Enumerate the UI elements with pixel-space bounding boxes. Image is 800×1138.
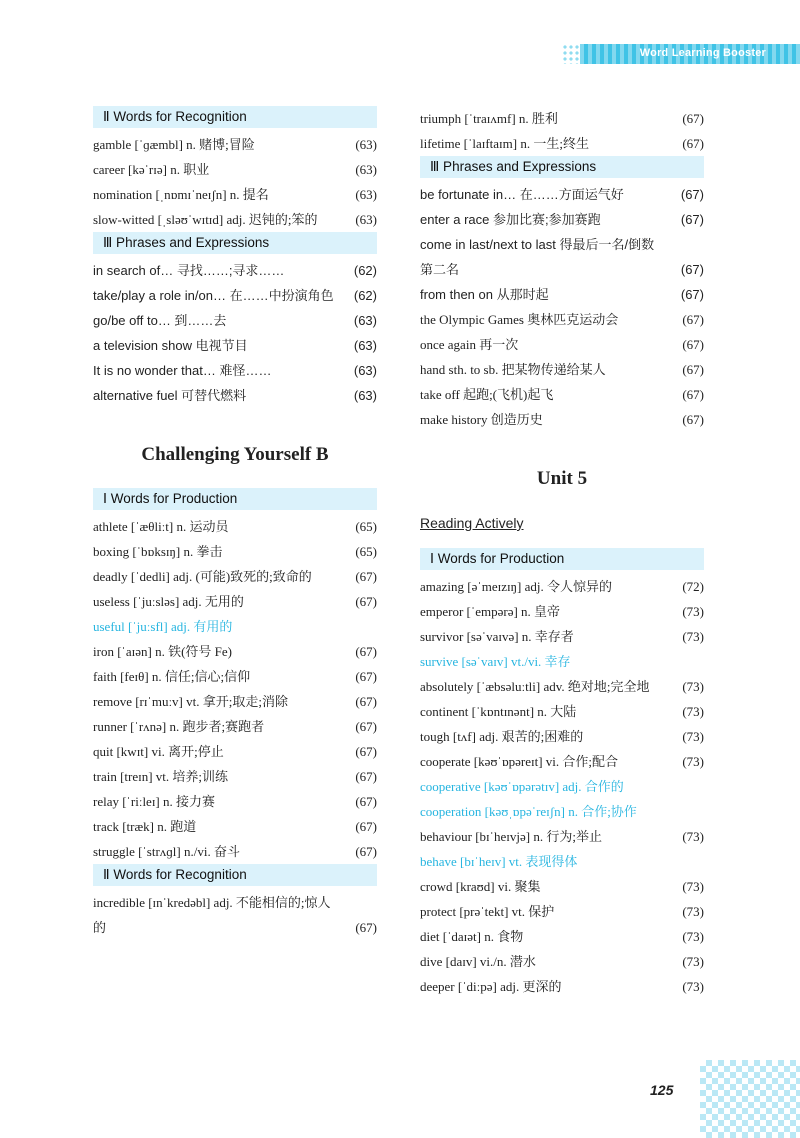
section-heading: Ⅰ Words for Production	[420, 548, 704, 570]
vocab-entry	[420, 357, 704, 382]
vocab-entry	[93, 283, 377, 308]
vocab-entry	[420, 624, 704, 649]
vocab-entry	[93, 664, 377, 689]
left-column	[93, 106, 377, 940]
entry-text: It is no wonder that… 难怪……	[93, 363, 272, 378]
page-reference: (65)	[355, 544, 377, 559]
entry-text: in search of… 寻找……;寻求……	[93, 263, 285, 278]
page-reference: (72)	[682, 579, 704, 594]
entry-text: alternative fuel 可替代燃料	[93, 388, 247, 403]
page-reference: (73)	[682, 604, 704, 619]
vocab-entry	[420, 106, 704, 131]
vocab-entry	[420, 824, 704, 849]
page-reference: (73)	[682, 679, 704, 694]
vocab-entry	[420, 799, 704, 824]
entry-text: crowd [kraʊd] vi. 聚集	[420, 879, 541, 894]
page-reference: (67)	[682, 362, 704, 377]
vocab-entry	[420, 182, 704, 207]
page-reference: (67)	[355, 569, 377, 584]
entry-text: struggle [ˈstrʌɡl] n./vi. 奋斗	[93, 844, 240, 859]
page-reference: (73)	[682, 754, 704, 769]
entry-text: emperor [ˈempərə] n. 皇帝	[420, 604, 561, 619]
page-reference: (67)	[355, 769, 377, 784]
page-reference: (67)	[355, 669, 377, 684]
vocab-entry	[420, 382, 704, 407]
vocab-entry	[420, 699, 704, 724]
chapter-title: Unit 5	[536, 468, 588, 489]
page-reference: (63)	[355, 137, 377, 152]
entry-text: cooperation [kəʊˌɒpəˈreɪʃn] n. 合作;协作	[420, 804, 637, 819]
entry-text: make history 创造历史	[420, 412, 543, 427]
entry-text: protect [prəˈtekt] vt. 保护	[420, 904, 555, 919]
vocab-entry	[420, 899, 704, 924]
entry-text: survive [səˈvaɪv] vt./vi. 幸存	[420, 654, 571, 669]
page-reference: (67)	[355, 719, 377, 734]
vocab-entry	[93, 514, 377, 539]
banner-title: Word Learning Booster	[639, 47, 766, 59]
entry-text: career [kəˈrɪə] n. 职业	[93, 162, 210, 177]
page-reference: (67)	[682, 312, 704, 327]
entry-text: deadly [ˈdedli] adj. (可能)致死的;致命的	[93, 569, 312, 584]
entry-text: come in last/next to last 得最后一名/倒数第二名	[420, 237, 655, 277]
entry-text: hand sth. to sb. 把某物传递给某人	[420, 362, 606, 377]
entry-text: useless [ˈjuːsləs] adj. 无用的	[93, 594, 244, 609]
page-reference: (67)	[682, 337, 704, 352]
entry-text: absolutely [ˈæbsəluːtli] adv. 绝对地;完全地	[420, 679, 650, 694]
vocab-entry	[420, 924, 704, 949]
entry-text: be fortunate in… 在……方面运气好	[420, 187, 624, 202]
page-reference: (73)	[682, 829, 704, 844]
page-reference: (67)	[680, 212, 704, 227]
page-reference: (67)	[355, 594, 377, 609]
page-reference: (67)	[355, 694, 377, 709]
page-number: 125	[650, 1082, 674, 1098]
entry-text: triumph [ˈtraɪʌmf] n. 胜利	[420, 111, 558, 126]
page-reference: (73)	[682, 879, 704, 894]
vocab-entry	[93, 814, 377, 839]
chapter-title: Challenging Yourself B	[141, 444, 329, 465]
entry-text: survivor [səˈvaɪvə] n. 幸存者	[420, 629, 574, 644]
entry-text: relay [ˈriːleɪ] n. 接力赛	[93, 794, 216, 809]
vocab-entry	[420, 207, 704, 232]
vocab-entry	[93, 207, 377, 232]
entry-text: from then on 从那时起	[420, 287, 549, 302]
vocab-entry	[93, 739, 377, 764]
vocab-entry	[420, 949, 704, 974]
page-reference: (73)	[682, 729, 704, 744]
page-reference: (63)	[353, 338, 377, 353]
page-reference: (63)	[355, 212, 377, 227]
vocab-entry	[420, 407, 704, 432]
entry-text: boxing [ˈbɒksɪŋ] n. 拳击	[93, 544, 223, 559]
subsection-title: Reading Actively	[420, 515, 524, 531]
page-reference: (65)	[355, 519, 377, 534]
page-reference: (73)	[682, 704, 704, 719]
vocab-entry	[420, 649, 704, 674]
vocab-entry	[420, 131, 704, 156]
vocab-entry	[93, 689, 377, 714]
page-reference: (67)	[680, 287, 704, 302]
page-reference: (67)	[355, 744, 377, 759]
entry-text: runner [ˈrʌnə] n. 跑步者;赛跑者	[93, 719, 265, 734]
entry-text: tough [tʌf] adj. 艰苦的;困难的	[420, 729, 584, 744]
vocab-entry	[420, 232, 704, 282]
entry-text: slow-witted [ˌsləʊˈwɪtɪd] adj. 迟钝的;笨的	[93, 212, 318, 227]
vocab-entry	[420, 849, 704, 874]
entry-text: the Olympic Games 奥林匹克运动会	[420, 312, 619, 327]
page-reference: (62)	[353, 263, 377, 278]
entry-text: athlete [ˈæθliːt] n. 运动员	[93, 519, 229, 534]
right-column	[420, 106, 704, 999]
entry-text: useful [ˈjuːsfl] adj. 有用的	[93, 619, 233, 634]
vocab-entry	[420, 974, 704, 999]
entry-text: faith [feɪθ] n. 信任;信心;信仰	[93, 669, 251, 684]
vocab-entry	[93, 182, 377, 207]
vocab-entry	[420, 282, 704, 307]
vocab-entry	[93, 383, 377, 408]
vocab-entry	[420, 599, 704, 624]
entry-text: once again 再一次	[420, 337, 519, 352]
page-reference: (73)	[682, 954, 704, 969]
entry-text: remove [rɪˈmuːv] vt. 拿开;取走;消除	[93, 694, 288, 709]
page-reference: (67)	[682, 412, 704, 427]
entry-text: enter a race 参加比赛;参加赛跑	[420, 212, 601, 227]
entry-text: continent [ˈkɒntɪnənt] n. 大陆	[420, 704, 577, 719]
vocab-entry	[93, 614, 377, 639]
entry-text: a television show 电视节目	[93, 338, 248, 353]
vocab-entry	[93, 589, 377, 614]
vocab-entry	[93, 333, 377, 358]
entry-text: cooperate [kəʊˈɒpəreɪt] vi. 合作;配合	[420, 754, 619, 769]
page-reference: (67)	[355, 794, 377, 809]
page-reference: (67)	[355, 920, 377, 935]
entry-text: incredible [ɪnˈkredəbl] adj. 不能相信的;惊人的	[93, 895, 331, 935]
vocab-entry	[93, 157, 377, 182]
entry-text: diet [ˈdaɪət] n. 食物	[420, 929, 524, 944]
vocab-entry	[420, 674, 704, 699]
section-heading: Ⅲ Phrases and Expressions	[93, 232, 377, 254]
vocab-entry	[420, 307, 704, 332]
vocab-entry	[93, 564, 377, 589]
page-reference: (73)	[682, 904, 704, 919]
entry-text: behaviour [bɪˈheɪvjə] n. 行为;举止	[420, 829, 602, 844]
corner-pattern-decoration	[700, 1060, 800, 1138]
page-reference: (67)	[682, 387, 704, 402]
vocab-entry	[420, 749, 704, 774]
vocab-entry	[93, 764, 377, 789]
vocab-entry	[93, 714, 377, 739]
entry-text: track [træk] n. 跑道	[93, 819, 197, 834]
entry-text: deeper [ˈdiːpə] adj. 更深的	[420, 979, 562, 994]
vocab-entry	[93, 890, 377, 940]
page-reference: (63)	[353, 363, 377, 378]
page-reference: (73)	[682, 929, 704, 944]
vocab-entry	[93, 789, 377, 814]
entry-text: go/be off to… 到……去	[93, 313, 227, 328]
page-reference: (67)	[680, 187, 704, 202]
page-reference: (67)	[682, 111, 704, 126]
vocab-entry	[93, 132, 377, 157]
vocab-entry	[93, 358, 377, 383]
page-reference: (63)	[353, 313, 377, 328]
entry-text: amazing [əˈmeɪzɪŋ] adj. 令人惊异的	[420, 579, 612, 594]
vocab-entry	[420, 774, 704, 799]
page-reference: (73)	[682, 629, 704, 644]
page-reference: (67)	[682, 136, 704, 151]
vocab-entry	[420, 332, 704, 357]
page-reference: (73)	[682, 979, 704, 994]
header-banner	[580, 44, 800, 64]
entry-text: gamble [ˈɡæmbl] n. 赌博;冒险	[93, 137, 255, 152]
page-reference: (63)	[355, 162, 377, 177]
page-reference: (67)	[355, 844, 377, 859]
vocab-entry	[93, 539, 377, 564]
entry-text: cooperative [kəʊˈɒpərətɪv] adj. 合作的	[420, 779, 624, 794]
vocab-entry	[93, 308, 377, 333]
page-reference: (67)	[355, 644, 377, 659]
page-reference: (63)	[355, 187, 377, 202]
entry-text: lifetime [ˈlaɪftaɪm] n. 一生;终生	[420, 136, 589, 151]
page-reference: (67)	[680, 262, 704, 277]
section-heading: Ⅲ Phrases and Expressions	[420, 156, 704, 178]
entry-text: iron [ˈaɪən] n. 铁(符号 Fe)	[93, 644, 232, 659]
section-heading: Ⅱ Words for Recognition	[93, 864, 377, 886]
entry-text: train [treɪn] vt. 培养;训练	[93, 769, 229, 784]
vocab-entry	[93, 258, 377, 283]
entry-text: quit [kwɪt] vi. 离开;停止	[93, 744, 224, 759]
entry-text: dive [daɪv] vi./n. 潜水	[420, 954, 536, 969]
vocab-entry	[93, 839, 377, 864]
section-heading: Ⅱ Words for Recognition	[93, 106, 377, 128]
page-reference: (67)	[355, 819, 377, 834]
entry-text: nomination [ˌnɒmɪˈneɪʃn] n. 提名	[93, 187, 269, 202]
vocab-entry	[420, 874, 704, 899]
entry-text: behave [bɪˈheɪv] vt. 表现得体	[420, 854, 578, 869]
entry-text: take/play a role in/on… 在……中扮演角色	[93, 288, 334, 303]
entry-text: take off 起跑;(飞机)起飞	[420, 387, 554, 402]
vocab-entry	[93, 639, 377, 664]
page-reference: (62)	[353, 288, 377, 303]
page-reference: (63)	[353, 388, 377, 403]
section-heading: Ⅰ Words for Production	[93, 488, 377, 510]
vocab-entry	[420, 724, 704, 749]
vocab-entry	[420, 574, 704, 599]
